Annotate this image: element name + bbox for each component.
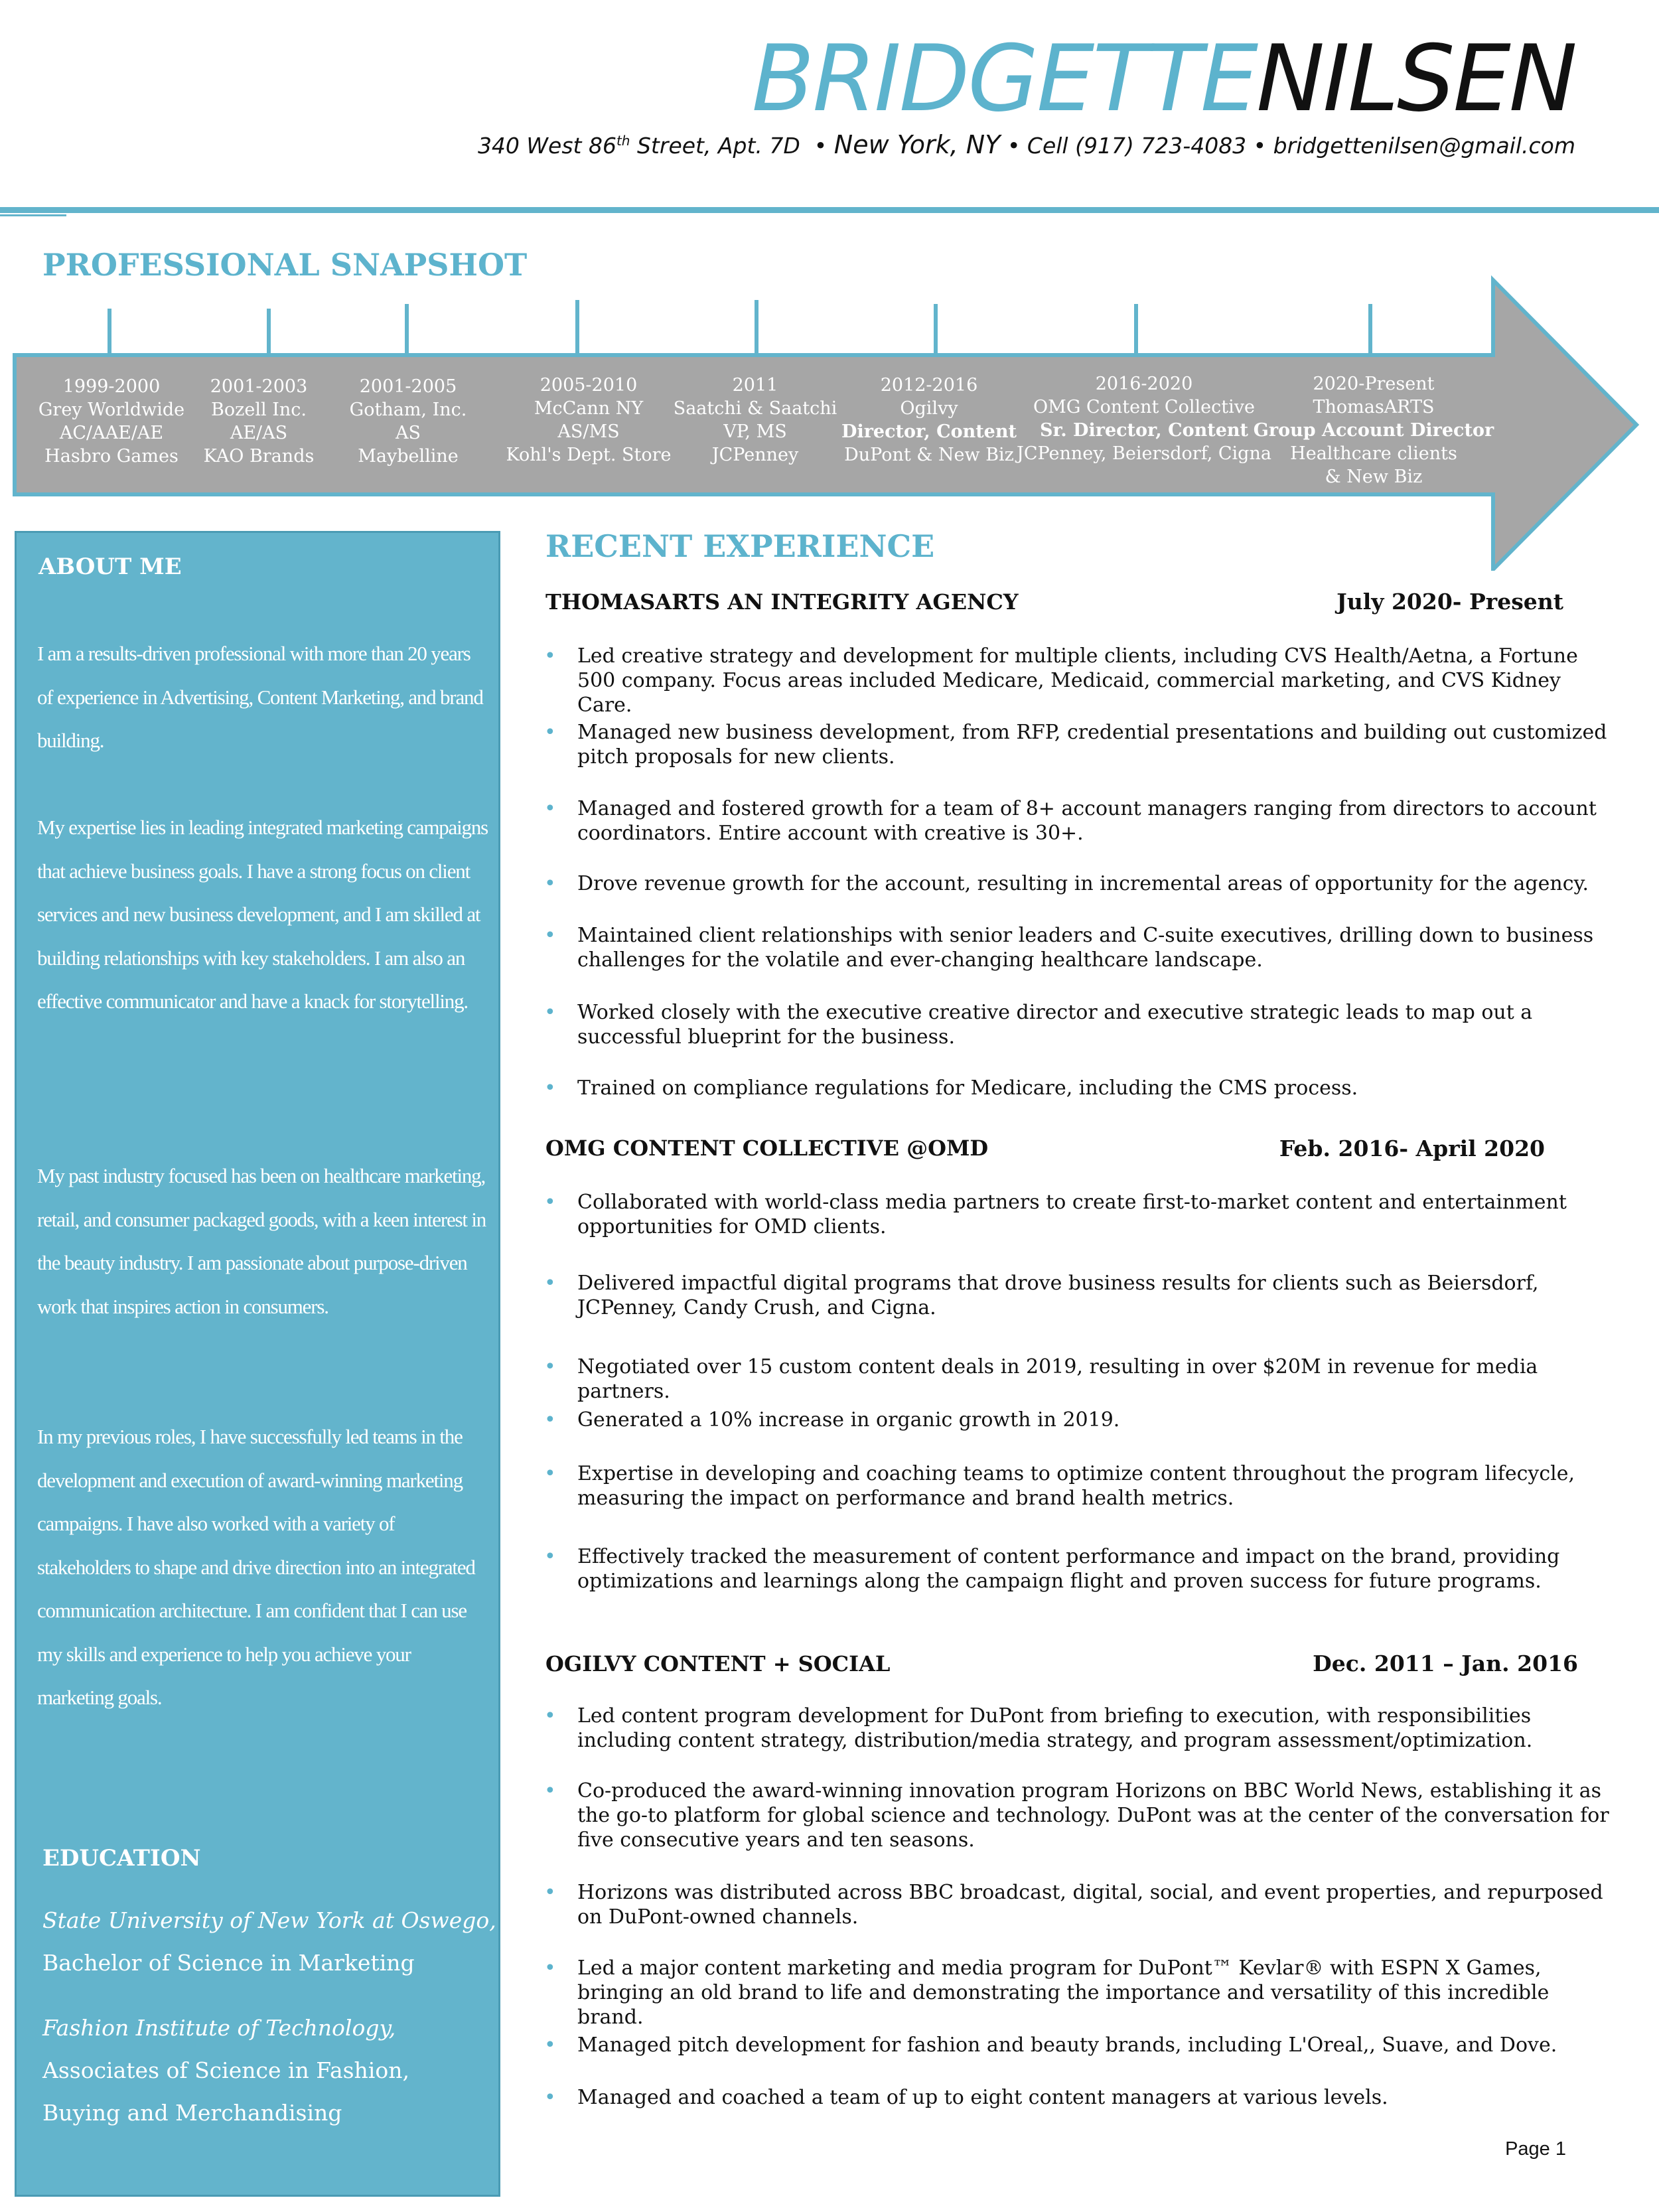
job-bullet: • Expertise in developing and coaching teams to optimize content throughout the program lifecycle, measuring the impact on performance and brand health metrics. <box>544 1462 1575 1510</box>
job-bullet: • Horizons was distributed across BBC broadcast, digital, social, and event properties, and repurposed on DuPont-owned channels. <box>544 1881 1603 1929</box>
job-company: OMG CONTENT COLLECTIVE @OMD <box>545 1136 989 1161</box>
job-bullet: • Effectively tracked the measurement of content performance and impact on the brand, providing optimizations and learnings along the campaign flight and proven success for future programs. <box>544 1545 1560 1593</box>
job-bullet: • Managed pitch development for fashion and beauty brands, including L'Oreal,, Suave, and Dove. <box>544 2033 1557 2057</box>
education-school: Fashion Institute of Technology, <box>42 2015 396 2041</box>
first-name: BRIDGETTE <box>751 25 1257 132</box>
education-degree: Associates of Science in Fashion, Buying and Merchandising <box>42 2057 409 2126</box>
timeline-item: 2020-Present ThomasARTS Group Account Director Healthcare clients & New Biz <box>1253 374 1494 487</box>
job-bullet: • Managed new business development, from RFP, credential presentations and building out customized pitch proposals for new clients. <box>544 721 1607 769</box>
header-divider-accent <box>0 214 66 216</box>
job-bullet: • Drove revenue growth for the account, resulting in incremental areas of opportunity for the agency. <box>544 872 1589 895</box>
contact-line: 340 West 86th Street, Apt. 7D • New York, NY • Cell (917) 723-4083 • bridgettenilsen@gmail.com <box>477 130 1575 159</box>
education-degree: Bachelor of Science in Marketing <box>42 1950 415 1976</box>
timeline-item: 2011 Saatchi & Saatchi VP, MS JCPenney <box>673 375 837 465</box>
job-bullet: • Led content program development for DuPont from briefing to execution, with responsibilities including content strategy, distribution/media strategy, and program assessment/optimization. <box>544 1704 1533 1752</box>
timeline-item: 1999-2000 Grey Worldwide AC/AAE/AE Hasbro Games <box>38 376 185 467</box>
job-bullet: • Generated a 10% increase in organic growth in 2019. <box>544 1408 1120 1432</box>
timeline-item: 2016-2020 OMG Content Collective Sr. Director, Content JCPenney, Beiersdorf, Cigna <box>1017 374 1271 464</box>
snapshot-title: PROFESSIONAL SNAPSHOT <box>42 247 528 283</box>
experience-title: RECENT EXPERIENCE <box>545 528 935 564</box>
job-bullet: • Led creative strategy and development for multiple clients, including CVS Health/Aetna, a Fortune 500 company. Focus areas included Medicare, Medicaid, commercial marketing, and CVS Kidney Care. <box>544 644 1578 717</box>
phone: Cell (917) 723-4083 <box>1027 133 1247 159</box>
street: 340 West 86th Street, Apt. 7D <box>477 133 800 159</box>
job-company: OGILVY CONTENT + SOCIAL <box>545 1651 891 1676</box>
job-company: THOMASARTS AN INTEGRITY AGENCY <box>545 589 1019 615</box>
job-bullet: • Maintained client relationships with senior leaders and C-suite executives, drilling down to business challenges for the volatile and ever-changing healthcare landscape. <box>544 924 1594 972</box>
about-title: ABOUT ME <box>38 553 182 580</box>
about-paragraph: My expertise lies in leading integrated marketing campaigns that achieve business goals. I have a strong focus on client services and new business development, and I am skilled at building relationships with key stakeholders. I am also an effective communicator and have a knack for storytelling. <box>37 816 488 1013</box>
about-paragraph: I am a results-driven professional with more than 20 years of experience in Advertising, Content Marketing, and brand building. <box>37 642 483 752</box>
about-paragraph: In my previous roles, I have successfully led teams in the development and execution of award-winning marketing campaigns. I have also worked with a variety of stakeholders to shape and drive direction into an integrated communication architecture. I am confident that I can use my skills and experience to help you achieve your marketing goals. <box>37 1425 475 1709</box>
job-bullet: • Trained on compliance regulations for Medicare, including the CMS process. <box>544 1076 1358 1100</box>
about-paragraph: My past industry focused has been on healthcare marketing, retail, and consumer packaged goods, with a keen interest in the beauty industry. I am passionate about purpose-driven work that inspires action in consumers. <box>37 1164 486 1318</box>
header-divider <box>0 207 1659 213</box>
job-bullet: • Managed and coached a team of up to eight content managers at various levels. <box>544 2086 1388 2109</box>
timeline-item: 2001-2005 Gotham, Inc. AS Maybelline <box>349 376 467 467</box>
job-bullet: • Co-produced the award-winning innovation program Horizons on BBC World News, establishing it as the go-to platform for global science and technology. DuPont was at the center of the conversation for five consecutive years and ten seasons. <box>544 1779 1609 1852</box>
job-bullet: • Led a major content marketing and media program for DuPont™ Kevlar® with ESPN X Games, bringing an old brand to life and demonstrating the importance and versatility of this incredible brand. <box>544 1956 1550 2029</box>
candidate-name <box>751 25 1575 132</box>
job-bullet: • Worked closely with the executive creative director and executive strategic leads to map out a successful blueprint for the business. <box>544 1001 1533 1049</box>
job-bullet: • Collaborated with world-class media partners to create first-to-market content and entertainment opportunities for OMD clients. <box>544 1191 1567 1238</box>
city: New York, NY <box>833 130 1001 159</box>
education-school: State University of New York at Oswego, <box>42 1907 496 1933</box>
job-dates: July 2020- Present <box>1336 589 1563 615</box>
job-dates: Feb. 2016- April 2020 <box>1279 1136 1545 1161</box>
page-number: Page 1 <box>1505 2138 1566 2160</box>
timeline-item: 2012-2016 Ogilvy Director, Content DuPont & New Biz <box>841 375 1017 465</box>
timeline-item: 2001-2003 Bozell Inc. AE/AS KAO Brands <box>203 376 315 467</box>
job-bullet: • Managed and fostered growth for a team of 8+ account managers ranging from directors to account coordinators. Entire account with creative is 30+. <box>544 797 1597 845</box>
job-dates: Dec. 2011 – Jan. 2016 <box>1313 1651 1578 1676</box>
timeline-item: 2005-2010 McCann NY AS/MS Kohl's Dept. Store <box>506 375 672 465</box>
email: bridgettenilsen@gmail.com <box>1273 133 1575 159</box>
timeline-ticks <box>109 300 1370 353</box>
job-bullet: • Delivered impactful digital programs that drove business results for clients such as Beiersdorf, JCPenney, Candy Crush, and Cigna. <box>544 1272 1539 1319</box>
job-bullet: • Negotiated over 15 custom content deals in 2019, resulting in over $20M in revenue for media partners. <box>544 1355 1538 1403</box>
education-title: EDUCATION <box>42 1845 201 1872</box>
last-name: NILSEN <box>1256 25 1575 132</box>
